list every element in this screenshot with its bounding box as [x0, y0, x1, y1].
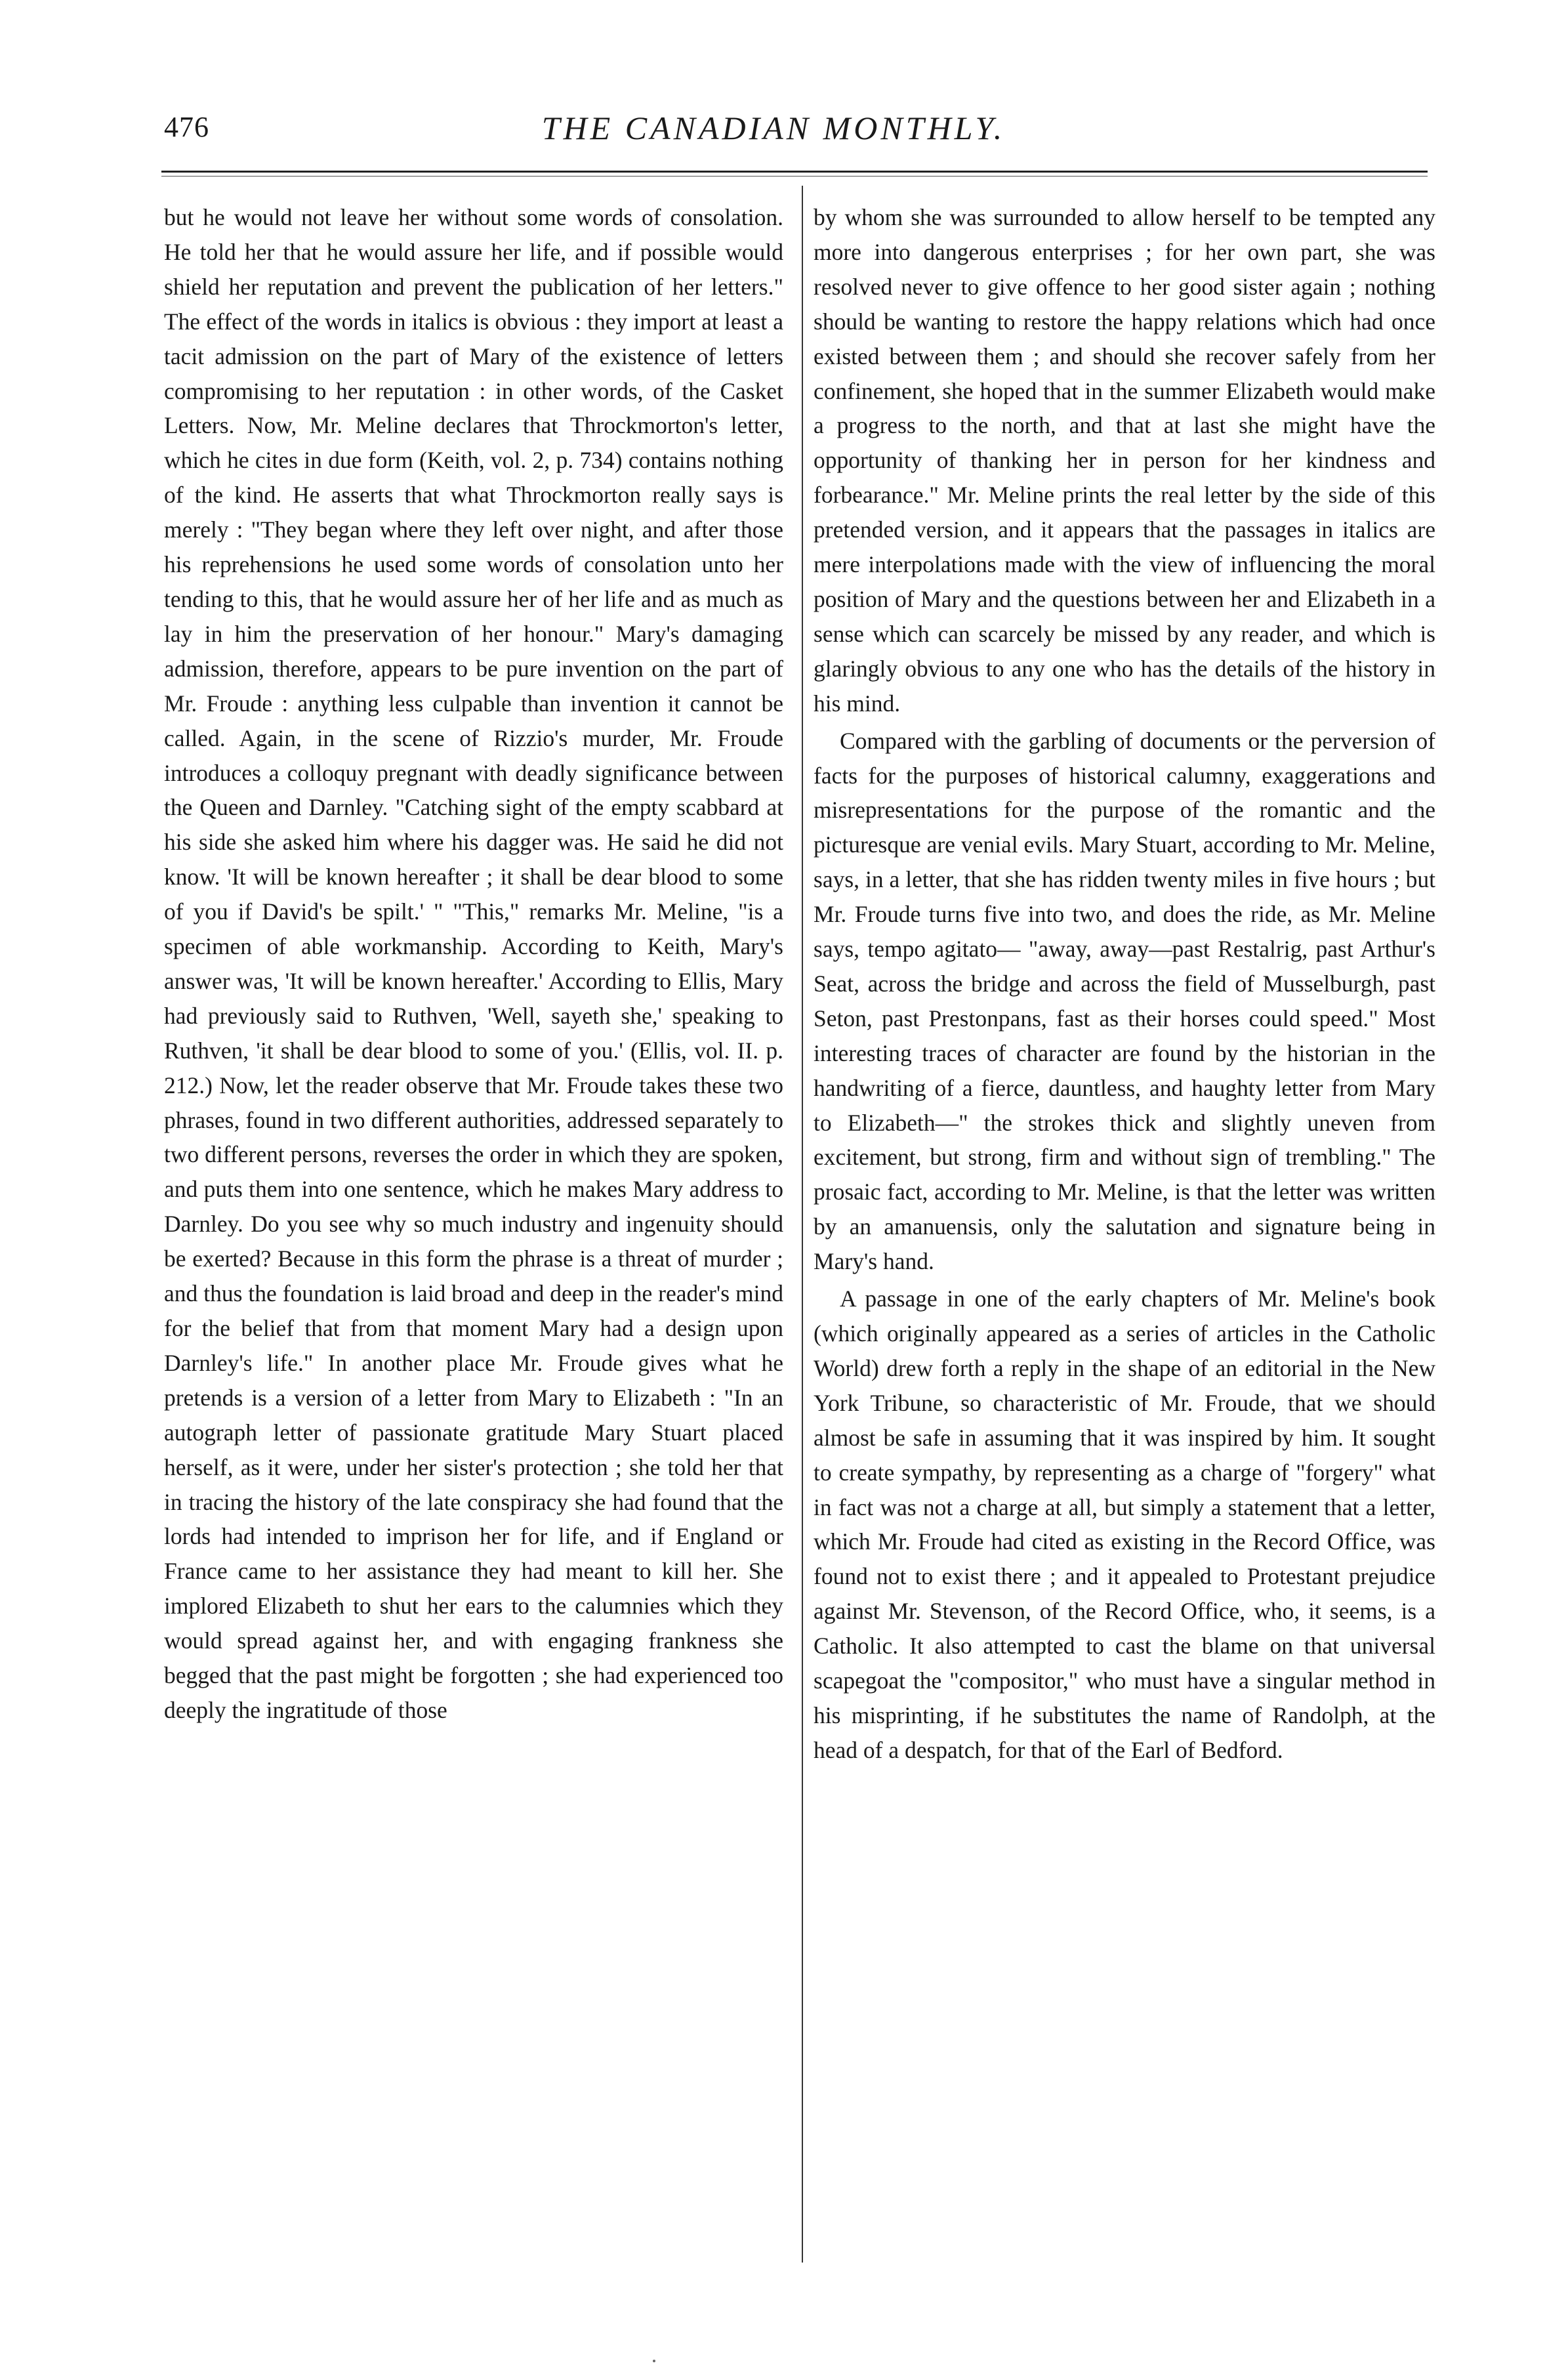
running-title: THE CANADIAN MONTHLY.	[541, 110, 1006, 146]
right-paragraph-1: by whom she was surrounded to allow herself to be tempted any more into dangerous enterprises ; for her own part, she was resolved never to give offence to her good sister again ; nothing should be wanting to restore the happy relations which had once existed between them ; and should she recover safely from her confinement, she hoped that in the summer Elizabeth would make a progress to the north, and that at last she might have the opportunity of thanking her in person for her kindness and forbearance." Mr. Meline prints the real letter by the side of this pretended version, and it appears that the passages in italics are mere interpolations made with the view of influencing the moral position of Mary and the questions between her and Elizabeth in a sense which can scarcely be missed by any reader, and which is glaringly obvious to any one who has the details of the history in his mind.	[814, 204, 1435, 717]
left-paragraph-1: but he would not leave her without some words of consolation. He told her that he would assure her life, and if possible would shield her reputation and prevent the publication of her letters." The effect of the words in italics is obvious : they import at least a tacit admission on the part of Mary of the existence of letters compromising to her reputation : in other words, of the Casket Letters. Now, Mr. Meline declares that Throckmorton's letter, which he cites in due form (Keith, vol. 2, p. 734) contains nothing of the kind. He asserts that what Throckmorton really says is merely : "They began where they left over night, and after those his reprehensions he used some words of consolation unto her tending to this, that he would assure her of her life and as much as lay in him the preservation of her honour." Mary's damaging admission, therefore, appears to be pure invention on the part of Mr. Froude : anything less culpable than invention it cannot be called. Again, in the scene of Rizzio's murder, Mr. Froude introduces a colloquy pregnant with deadly significance between the Queen and Darnley. "Catching sight of the empty scabbard at his side she asked him where his dagger was. He said he did not know. 'It will be known hereafter ; it shall be dear blood to some of you if David's be spilt.' " "This," remarks Mr. Meline, "is a specimen of able workmanship. According to Keith, Mary's answer was, 'It will be known hereafter.' According to Ellis, Mary had previously said to Ruthven, 'Well, sayeth she,' speaking to Ruthven, 'it shall be dear blood to some of you.' (Ellis, vol. II. p. 212.) Now, let the reader observe that Mr. Froude takes these two phrases, found in two different authorities, addressed separately to two different persons, reverses the order in which they are spoken, and puts them into one sentence, which he makes Mary address to Darnley. Do you see why so much industry and ingenuity should be exerted? Because in this form the phrase is a threat of murder ; and thus the foundation is laid broad and deep in the reader's mind for the belief that from that moment Mary had a design upon Darnley's life." In another place Mr. Froude gives what he pretends is a version of a letter from Mary to Elizabeth : "In an autograph letter of passionate gratitude Mary Stuart placed herself, as it were, under her sister's protection ; she told her that in tracing the history of the late conspiracy she had found that the lords had intended to imprison her for life, and if England or France came to her assistance they had meant to kill her. She implored Elizabeth to shut her ears to the calumnies which they would spread against her, and with engaging frankness she begged that the past might be forgotten ; she had experienced too deeply the ingratitude of those	[164, 204, 783, 1723]
header-rule-thin	[161, 176, 1428, 177]
right-column	[814, 200, 1435, 1768]
page-number: 476	[164, 111, 209, 143]
right-paragraph-2: Compared with the garbling of documents or the perversion of facts for the purposes of historical calumny, exaggerations and misrepresentations for the purpose of the romantic and the picturesque are venial evils. Mary Stuart, according to Mr. Meline, says, in a letter, that she has ridden twenty miles in five hours ; but Mr. Froude turns five into two, and does the ride, as Mr. Meline says, tempo agitato— "away, away—past Restalrig, past Arthur's Seat, across the bridge and across the field of Musselburgh, past Seton, past Prestonpans, fast as their horses could speed." Most interesting traces of character are found by the historian in the handwriting of a fierce, dauntless, and haughty letter from Mary to Elizabeth—" the strokes thick and slightly uneven from excitement, but strong, firm and without sign of trembling." The prosaic fact, according to Mr. Meline, is that the letter was written by an amanuensis, only the salutation and signature being in Mary's hand.	[814, 727, 1435, 1275]
left-column	[164, 200, 783, 1728]
header-rule	[161, 171, 1428, 173]
right-paragraph-3: A passage in one of the early chapters of Mr. Meline's book (which originally appeared as a series of articles in the Catholic World) drew forth a reply in the shape of an editorial in the New York Tribune, so characteristic of Mr. Froude, that we should almost be safe in assuming that it was inspired by him. It sought to create sympathy, by representing as a charge of "forgery" what in fact was not a charge at all, but simply a statement that a letter, which Mr. Froude had cited as existing in the Record Office, was found not to exist there ; and it appealed to Protestant prejudice against Mr. Stevenson, of the Record Office, who, it seems, is a Catholic. It also attempted to cast the blame on that universal scapegoat the "compositor," who must have a singular method in his misprinting, if he substitutes the name of Randolph, at the head of a despatch, for that of the Earl of Bedford.	[814, 1285, 1435, 1763]
print-speck	[653, 2360, 655, 2362]
column-divider	[802, 186, 803, 2263]
